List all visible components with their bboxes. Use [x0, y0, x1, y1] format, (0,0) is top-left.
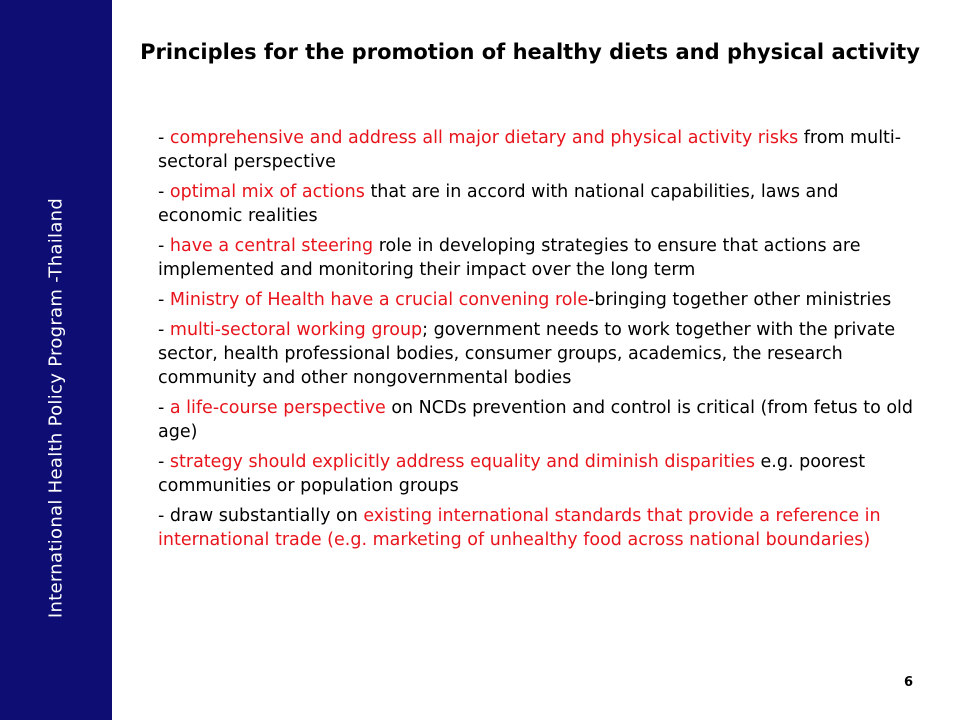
principles-list [158, 126, 923, 558]
bullet-prefix: - [158, 128, 170, 148]
bullet-highlight: multi-sectoral working group [169, 320, 423, 340]
bullet-highlight: existing international standards that provide a reference in international trade (e.g. marketing of unhealthy food across national boundaries) [158, 506, 881, 550]
bullet-suffix: that are in accord with national capabilities, laws and economic realities [158, 182, 839, 226]
sidebar-org-label: International Health Policy Program -Thailand [45, 197, 67, 619]
bullet-highlight: strategy should explicitly address equality and diminish disparities [169, 452, 755, 472]
bullet-suffix: on NCDs prevention and control is critical (from fetus to old age) [158, 398, 914, 442]
bullet-suffix: -bringing together other ministries [588, 290, 892, 310]
bullet-highlight: optimal mix of actions [169, 182, 365, 202]
bullet-prefix: - [158, 290, 170, 310]
bullet-prefix: - [158, 182, 170, 202]
bullet-suffix: role in developing strategies to ensure that actions are implemented and monitoring their impact over the long term [158, 236, 861, 280]
bullet-highlight: Ministry of Health have a crucial convening role [169, 290, 589, 310]
bullet-suffix: e.g. poorest communities or population groups [158, 452, 866, 496]
bullet-suffix: from multi-sectoral perspective [158, 128, 902, 172]
list-item [158, 396, 923, 444]
bullet-prefix: - [158, 398, 170, 418]
bullet-prefix: - [158, 320, 170, 340]
list-item [158, 504, 923, 552]
list-item [158, 234, 923, 282]
bullet-highlight: have a central steering [169, 236, 374, 256]
bullet-prefix: - draw substantially on [158, 506, 364, 526]
bullet-prefix: - [158, 236, 170, 256]
list-item [158, 318, 923, 390]
list-item [158, 180, 923, 228]
bullet-prefix: - [158, 452, 170, 472]
page-number: 6 [904, 675, 914, 690]
sidebar-band [0, 0, 112, 720]
list-item [158, 126, 923, 174]
slide-title: Principles for the promotion of healthy diets and physical activity [140, 40, 920, 64]
list-item [158, 450, 923, 498]
bullet-highlight: a life-course perspective [169, 398, 386, 418]
bullet-suffix: ; government needs to work together with the private sector, health professional bodies, consumer groups, academics, the research community and other nongovernmental bodies [158, 320, 896, 388]
list-item [158, 288, 923, 312]
bullet-highlight: comprehensive and address all major dietary and physical activity risks [169, 128, 799, 148]
